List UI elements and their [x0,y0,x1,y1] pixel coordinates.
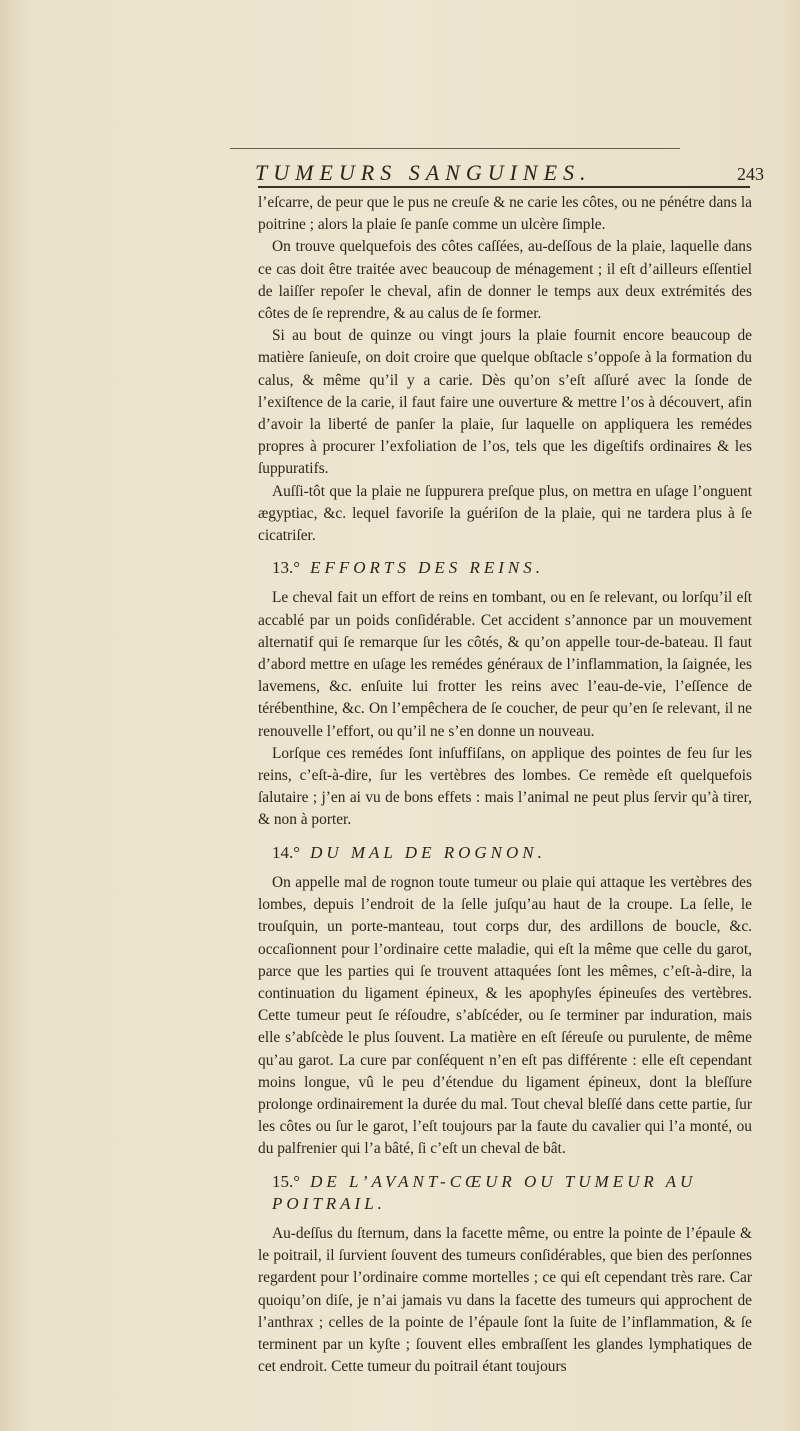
running-head: TUMEURS SANGUINES. [255,160,592,185]
section-heading-14 [272,842,752,864]
paragraph: Au-deſſus du ſternum, dans la facette même, ou entre la pointe de l’épaule & le poitrail, il ſurvient ſouvent des tumeurs conſidérables, que bien des perſonnes regardent pour l’ordinaire comme mortelles ; ce qui eſt cependant très rare. Car quoiqu’on diſe, je n’ai jamais vu dans la facette des tumeurs qui approchent de l’anthrax ; celles de la pointe de l’épaule ſont la ſuite de l’inflammation, & ſe terminent par un kyſte ; ſouvent elles embraſſent les glandes lymphatiques de cet endroit. Cette tumeur du poitrail étant toujours [258,1224,752,1376]
top-rule [230,148,680,149]
section-heading-15 [272,1171,752,1215]
paragraph: On appelle mal de rognon toute tumeur ou plaie qui attaque les vertèbres des lombes, depuis l’endroit de la ſelle juſqu’au haut de la croupe. La ſelle, le trouſquin, un porte-manteau, tout corps dur, des ardillons de boucle, &c. occaſionnent pour l’ordinaire cette maladie, qui eſt la même que celle du garot, parce que les parties qui ſe trouvent attaquées ſont les mêmes, c’eſt-à-dire, la continuation du ligament épineux, & les apophyſes épineuſes des vertèbres. Cette tumeur peut ſe réſoudre, s’abſcéder, ou ſe terminer par induration, mais elle s’abſcède le plus ſouvent. La matière en eſt ſéreuſe ou purulente, de même qu’au garot. La cure par conſéquent n’en eſt pas différente : elle eſt cependant moins longue, vû le peu d’étendue du ligament épineux, dont la bleſſure prolonge ordinairement la durée du mal. Tout cheval bleſſé dans cette partie, ſur les côtes ou ſur le garot, l’eſt toujours par la faute du cavalier qui l’a monté, ou du palfrenier qui l’a bâté, ſi c’eſt un cheval de bât. [258,873,752,1158]
text-block [258,192,752,1378]
section-title: DU MAL DE ROGNON. [310,842,546,862]
page-number: 243 [737,164,764,184]
section-number: 15.° [272,1171,301,1191]
paragraph: Le cheval fait un effort de reins en tombant, ou en ſe relevant, ou lorſqu’il eſt accablé par un poids conſidérable. Cet accident s’annonce par un mouvement alternatif qui ſe remarque ſur les côtés, & qu’on appelle tour-de-bateau. Il faut d’abord mettre en uſage les remédes généraux de l’inflammation, la ſaignée, les lavemens, &c. enſuite lui frotter les reins avec l’eau-de-vie, l’eſſence de térébenthine, &c. On l’empêchera de ſe coucher, de peur qu’en ſe relevant, il ne renouvelle l’effort, ou qu’il ne s’en donne un nouveau. [258,589,752,740]
paragraph: l’eſcarre, de peur que le pus ne creuſe & ne carie les côtes, ou ne pénétre dans la poitrine ; alors la plaie ſe panſe comme un ulcère ſimple. [258,194,752,234]
section-number: 14.° [272,842,301,862]
section-title: EFFORTS DES REINS. [310,558,545,578]
paragraph: Si au bout de quinze ou vingt jours la plaie fournit encore beaucoup de matière ſanieuſe, on doit croire que quelque obſtacle s’oppoſe à la formation du calus, & même qu’il y a carie. Dès qu’on s’eſt aſſuré avec la ſonde de l’exiſtence de la carie, il faut faire une ouverture & mettre l’os à découvert, afin d’avoir la liberté de panſer la plaie, ſur laquelle on appliquera les remédes propres à procurer l’exfoliation de l’os, tels que les digeſtifs ordinaires & les ſuppuratifs. [258,327,752,478]
section-title: DE L’AVANT-CŒUR OU TUMEUR AU POITRAIL. [272,1171,697,1213]
section-number: 13.° [272,558,301,578]
header-rule [258,186,750,188]
paragraph: On trouve quelquefois des côtes caſſées, au-deſſous de la plaie, laquelle dans ce cas doit être traitée avec beaucoup de ménagement ; il eſt d’ailleurs eſſentiel de laiſſer repoſer le cheval, afin de donner le temps aux deux extrémités des côtes de ſe reprendre, & au calus de ſe former. [258,238,752,323]
paragraph: Auſſi-tôt que la plaie ne ſuppurera preſque plus, on mettra en uſage l’onguent ægyptiac, &c. lequel favoriſe la guériſon de la plaie, qui ne tardera plus à ſe cicatriſer. [258,482,752,545]
section-heading-13 [272,557,752,579]
paragraph: Lorſque ces remédes ſont inſuffiſans, on applique des pointes de feu ſur les reins, c’eſt-à-dire, ſur les vertèbres des lombes. Ce remède eſt quelquefois ſalutaire ; j’en ai vu de bons effets : mais l’animal ne peut plus ſervir qu’à tirer, & non à porter. [258,744,752,829]
